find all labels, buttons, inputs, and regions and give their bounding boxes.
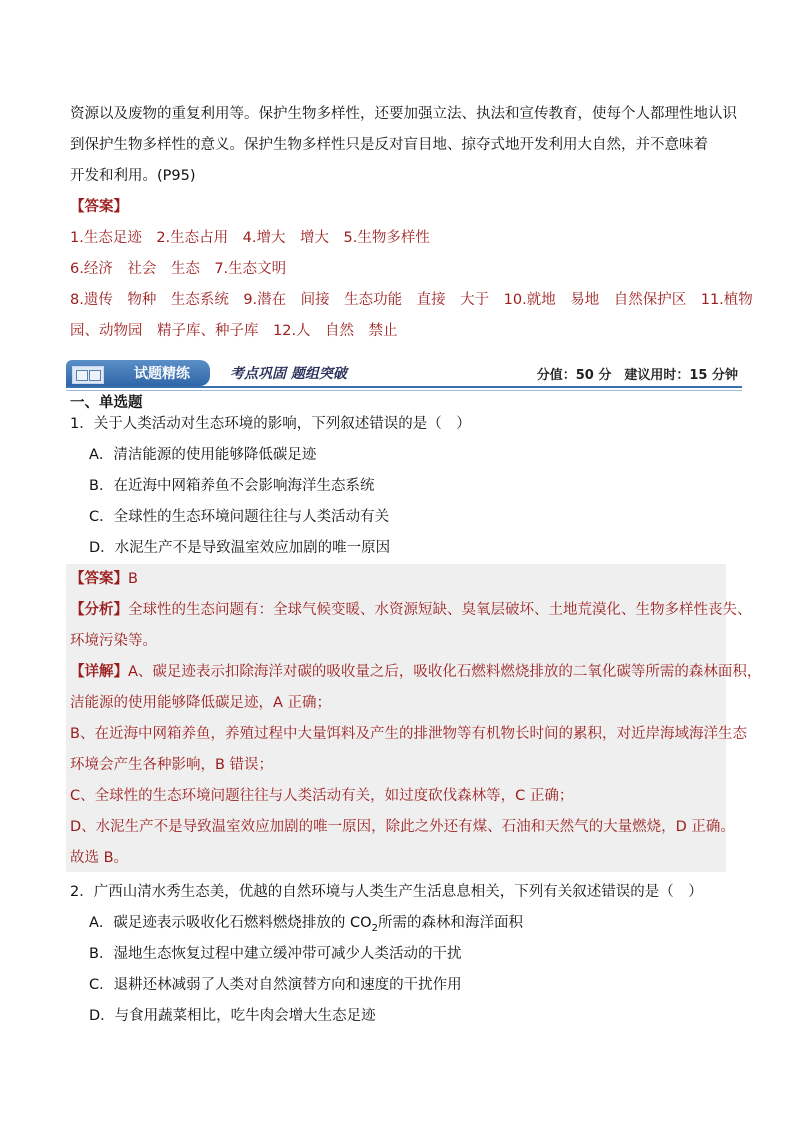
q1-analysis-label: 【分析】 xyxy=(70,602,128,618)
q2-option-a xyxy=(89,913,523,933)
q1-analysis xyxy=(70,600,752,620)
banner-score: 分值：50 分 建议用时：15 分钟 xyxy=(536,368,738,383)
answer-line-3: 8.遗传 物种 生态系统 9.潜在 间接 生态功能 直接 大于 10.就地 易地 自然保护区 11.植物 xyxy=(70,292,753,308)
banner-rule xyxy=(66,386,742,388)
q2-option-c: C．退耕还林减弱了人类对自然演替方向和速度的干扰作用 xyxy=(89,977,462,993)
answer-line-4: 园、动物园 精子库、种子库 12.人 自然 禁止 xyxy=(70,323,398,339)
q2-option-d: D．与食用蔬菜相比，吃牛肉会增大生态足迹 xyxy=(89,1008,376,1024)
banner-subtitle: 考点巩固 题组突破 xyxy=(230,366,347,382)
q2-stem: 2．广西山清水秀生态美，优越的自然环境与人类生产生活息息相关，下列有关叙述错误的是（ ） xyxy=(70,884,703,900)
q1-detail xyxy=(70,662,761,682)
q1-option-b: B．在近海中网箱养鱼不会影响海洋生态系统 xyxy=(89,478,375,494)
answer-heading: 【答案】 xyxy=(70,199,128,215)
q1-detail-label: 【详解】 xyxy=(70,664,128,680)
q1-detail-2: 洁能源的使用能够降低碳足迹，A 正确； xyxy=(70,695,332,711)
banner-tab xyxy=(66,360,210,386)
q1-analysis-text: 全球性的生态问题有：全球气候变暖、水资源短缺、臭氧层破坏、土地荒漠化、生物多样性丧失、 xyxy=(128,602,752,618)
q1-answer xyxy=(70,569,138,589)
q1-option-c: C．全球性的生态环境问题往往与人类活动有关 xyxy=(89,509,390,525)
section-banner xyxy=(66,360,742,390)
q2-option-a-pre: A．碳足迹表示吸收化石燃料燃烧排放的 CO xyxy=(89,915,372,931)
answer-line-1: 1.生态足迹 2.生态占用 4.增大 增大 5.生物多样性 xyxy=(70,230,430,246)
q1-stem: 1．关于人类活动对生态环境的影响，下列叙述错误的是（ ） xyxy=(70,416,471,432)
q1-analysis-2: 环境污染等。 xyxy=(70,633,157,649)
intro-line-2: 到保护生物多样性的意义。保护生物多样性只是反对盲目地、掠夺式地开发利用大自然，并不意味着 xyxy=(70,137,708,153)
q1-option-a: A．清洁能源的使用能够降低碳足迹 xyxy=(89,447,317,463)
q2-option-b: B．湿地生态恢复过程中建立缓冲带可减少人类活动的干扰 xyxy=(89,946,462,962)
intro-line-1: 资源以及废物的重复利用等。保护生物多样性，还要加强立法、执法和宣传教育，使每个人都理性地认识 xyxy=(70,106,737,122)
q2-option-a-post: 所需的森林和海洋面积 xyxy=(377,915,523,931)
q2-option-a-sub: 2 xyxy=(371,922,378,934)
q1-answer-value: B xyxy=(128,571,138,587)
answer-line-2: 6.经济 社会 生态 7.生态文明 xyxy=(70,261,287,277)
banner-rule-thin xyxy=(66,390,742,391)
section-title: 一、单选题 xyxy=(70,395,143,411)
book-icon xyxy=(72,366,104,384)
intro-line-3: 开发和利用。(P95) xyxy=(70,168,196,184)
q1-detail-1: A、碳足迹表示扣除海洋对碳的吸收量之后，吸收化石燃料燃烧排放的二氧化碳等所需的森林面积， xyxy=(128,664,762,680)
banner-tab-label: 试题精练 xyxy=(134,366,190,382)
q1-detail-7: 故选 B。 xyxy=(70,850,129,866)
q1-detail-3: B、在近海中网箱养鱼，养殖过程中大量饵料及产生的排泄物等有机物长时间的累积，对近岸海域海洋生态 xyxy=(70,726,747,742)
q1-detail-4: 环境会产生各种影响，B 错误； xyxy=(70,757,274,773)
q1-answer-label: 【答案】 xyxy=(70,571,128,587)
q1-detail-5: C、全球性的生态环境问题往往与人类活动有关，如过度砍伐森林等，C 正确； xyxy=(70,788,574,804)
q1-option-d: D．水泥生产不是导致温室效应加剧的唯一原因 xyxy=(89,540,391,556)
q1-detail-6: D、水泥生产不是导致温室效应加剧的唯一原因，除此之外还有煤、石油和天然气的大量燃烧，D 正确。 xyxy=(70,819,735,835)
